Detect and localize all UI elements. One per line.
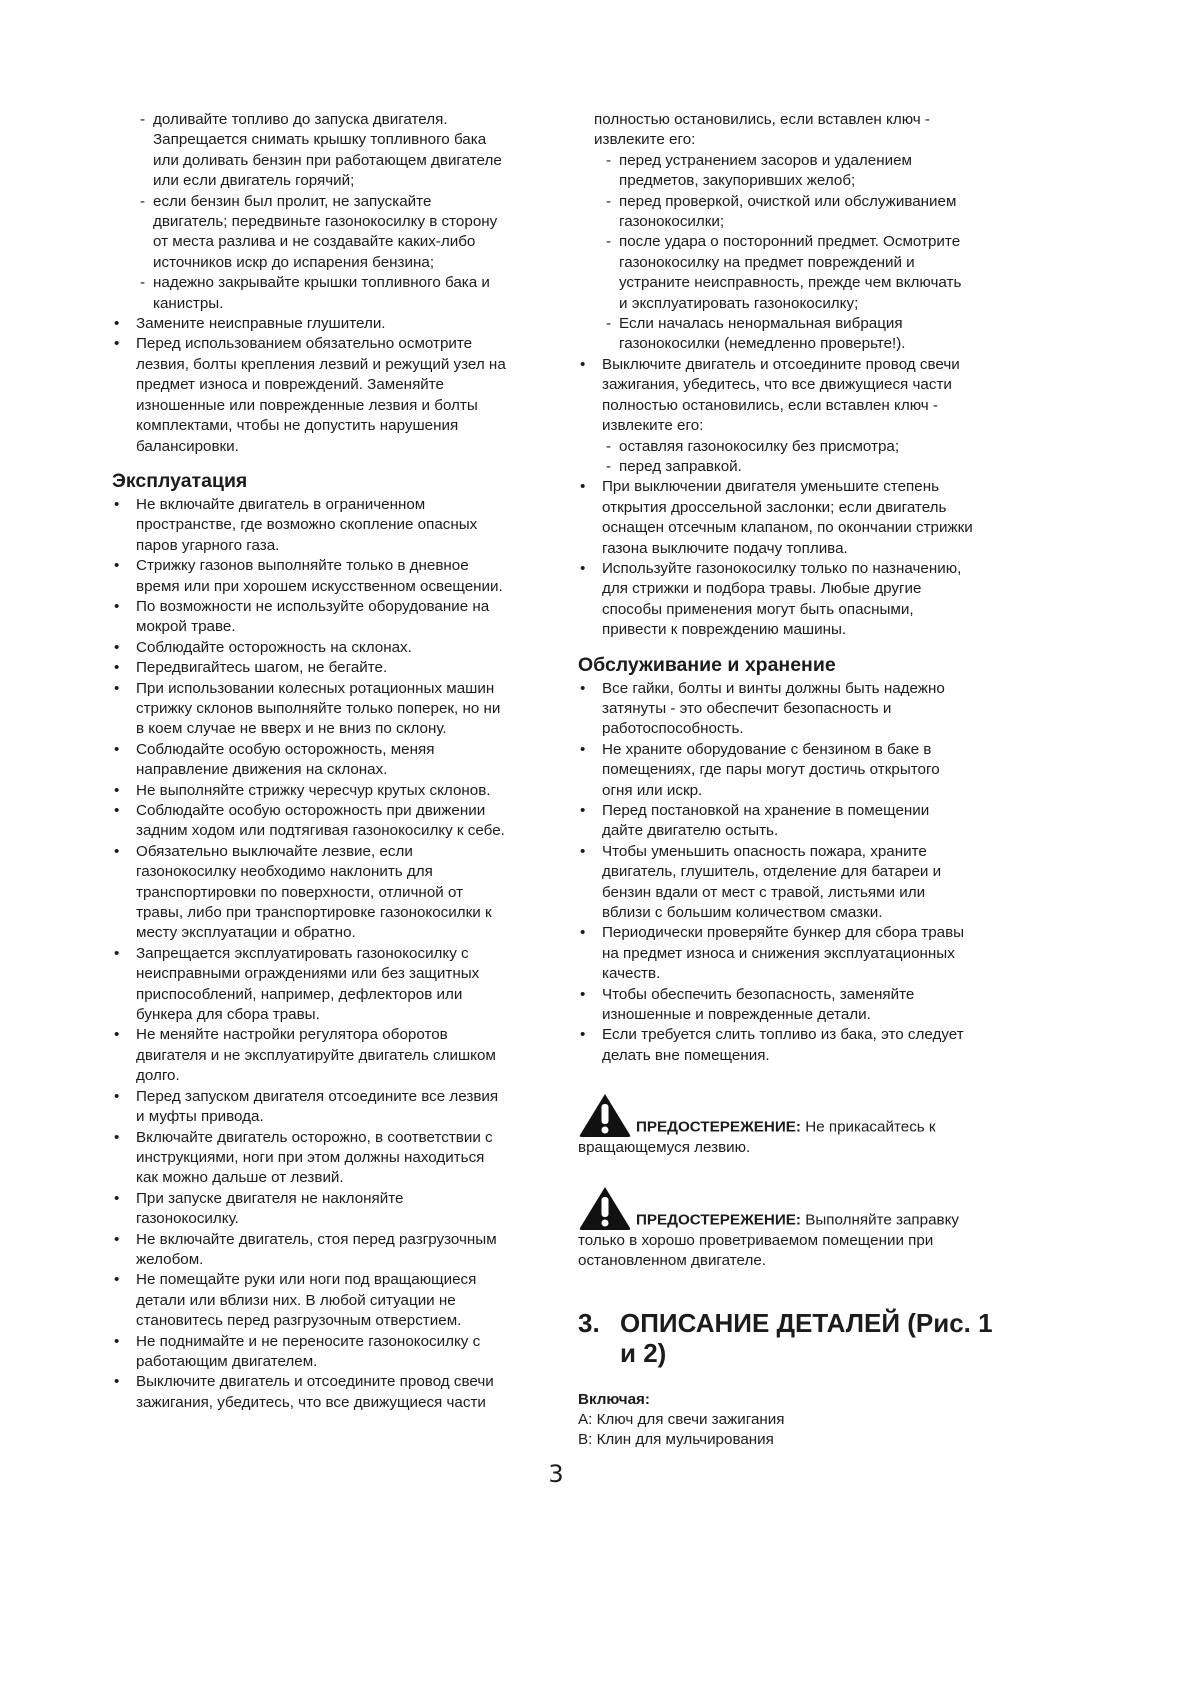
list-item: • Все гайки, болты и винты должны быть надежно затянуты - это обеспечит безопасность и работоспособность. <box>578 679 1008 740</box>
left-column <box>112 110 542 1413</box>
section-heading-maintenance: Обслуживание и хранение <box>578 653 836 676</box>
list-item: • Не включайте двигатель в ограниченном пространстве, где возможно скопление опасных паров угарного газа. <box>112 495 542 556</box>
list-subitem: - если бензин был пролит, не запускайте двигатель; передвиньте газонокосилку в сторону от места разлива и не создавайте каких-либо источников искр до испарения бензина; <box>112 192 542 274</box>
including-item: A: Ключ для свечи зажигания <box>578 1410 785 1428</box>
list-item: • Соблюдайте осторожность на склонах. <box>112 638 542 658</box>
right-column <box>578 110 1008 1451</box>
list-subitem: - перед заправкой. <box>578 457 1008 477</box>
warning-label: ПРЕДОСТЕРЕЖЕНИЕ: <box>636 1118 801 1136</box>
section-title <box>578 1308 1008 1368</box>
list-item: • Не выполняйте стрижку чересчур крутых склонов. <box>112 781 542 801</box>
list-item: • Не меняйте настройки регулятора оборотов двигателя и не эксплуатируйте двигатель слишком долго. <box>112 1025 542 1086</box>
warning-text: Не прикасайтесь к вращающемуся лезвию. <box>578 1118 936 1157</box>
list-item: • Чтобы обеспечить безопасность, заменяйте изношенные и поврежденные детали. <box>578 985 1008 1026</box>
list-item: • Периодически проверяйте бункер для сбора травы на предмет износа и снижения эксплуатационных качеств. <box>578 923 1008 984</box>
page-number: 3 <box>548 1460 564 1488</box>
list-subitem: - после удара о посторонний предмет. Осмотрите газонокосилку на предмет повреждений и устраните неисправность, прежде чем включать и эксплуатировать газонокосилку; <box>578 232 1008 314</box>
list-subitem: - Если началась ненормальная вибрация газонокосилки (немедленно проверьте!). <box>578 314 1008 355</box>
section-title-text: ОПИСАНИЕ ДЕТАЛЕЙ (Рис. 1 и 2) <box>620 1307 993 1368</box>
warning-notice <box>578 1185 1008 1272</box>
list-item: • Стрижку газонов выполняйте только в дневное время или при хорошем искусственном освещении. <box>112 556 542 597</box>
list-item: • По возможности не используйте оборудование на мокрой траве. <box>112 597 542 638</box>
list-item: • Включайте двигатель осторожно, в соответствии с инструкциями, ноги при этом должны находиться как можно дальше от лезвий. <box>112 1128 542 1189</box>
list-item: • При использовании колесных ротационных машин стрижку склонов выполняйте только поперек, но ни в коем случае не вверх и не вниз по склону. <box>112 679 542 740</box>
section-number: 3. <box>578 1307 600 1338</box>
list-item: • Выключите двигатель и отсоедините провод свечи зажигания, убедитесь, что все движущиеся части <box>112 1372 542 1413</box>
list-subitem: - доливайте топливо до запуска двигателя. Запрещается снимать крышку топливного бака или доливать бензин при работающем двигателе или если двигатель горячий; <box>112 110 542 192</box>
list-item: • Перед запуском двигателя отсоедините все лезвия и муфты привода. <box>112 1087 542 1128</box>
list-item: • Запрещается эксплуатировать газонокосилку с неисправными ограждениями или без защитных приспособлений, например, дефлекторов или бункера для сбора травы. <box>112 944 542 1026</box>
warning-text: Выполняйте заправку только в хорошо проветриваемом помещении при остановленном двигателе. <box>578 1211 960 1270</box>
warning-notice <box>578 1092 1008 1158</box>
list-item: • Не поднимайте и не переносите газонокосилку с работающим двигателем. <box>112 1332 542 1373</box>
list-item: • Замените неисправные глушители. <box>112 314 542 334</box>
list-item: • Чтобы уменьшить опасность пожара, храните двигатель, глушитель, отделение для батареи и бензин вдали от мест с травой, листьями или вблизи с большим количеством смазки. <box>578 842 1008 924</box>
warning-triangle-icon <box>578 1092 632 1138</box>
section-heading-operation: Эксплуатация <box>112 469 248 492</box>
list-item: • Если требуется слить топливо из бака, это следует делать вне помещения. <box>578 1025 1008 1066</box>
list-item: • Используйте газонокосилку только по назначению, для стрижки и подбора травы. Любые другие способы применения могут быть опасными, привести к повреждению машины. <box>578 559 1008 641</box>
list-item: • Соблюдайте особую осторожность, меняя направление движения на склонах. <box>112 740 542 781</box>
list-subitem: - оставляя газонокосилку без присмотра; <box>578 437 1008 457</box>
list-item: • Перед использованием обязательно осмотрите лезвия, болты крепления лезвий и режущий узел на предмет износа и повреждений. Заменяйте изношенные или поврежденные лезвия и болты комплектами, чтобы не допустить нарушения балансировки. <box>112 334 542 456</box>
list-item: • Соблюдайте особую осторожность при движении задним ходом или подтягивая газонокосилку к себе. <box>112 801 542 842</box>
list-subitem: - надежно закрывайте крышки топливного бака и канистры. <box>112 273 542 314</box>
warning-triangle-icon <box>578 1185 632 1231</box>
list-item: • Передвигайтесь шагом, не бегайте. <box>112 658 542 678</box>
including-item: B: Клин для мульчирования <box>578 1431 774 1449</box>
continuation-text: полностью остановились, если вставлен ключ - извлеките его: <box>594 111 930 149</box>
list-item: • Обязательно выключайте лезвие, если газонокосилку необходимо наклонить для транспортировки по поверхности, отличной от травы, либо при транспортировке газонокосилки к месту эксплуатации и обратно. <box>112 842 542 944</box>
warning-label: ПРЕДОСТЕРЕЖЕНИЕ: <box>636 1211 801 1229</box>
list-item: • Не храните оборудование с бензином в баке в помещениях, где пары могут достичь открытого огня или искр. <box>578 740 1008 801</box>
list-item: • Не включайте двигатель, стоя перед разгрузочным желобом. <box>112 1230 542 1271</box>
list-item: • Выключите двигатель и отсоедините провод свечи зажигания, убедитесь, что все движущиеся части полностью остановились, если вставлен ключ - извлеките его: <box>578 355 1008 437</box>
including-label: Включая: <box>578 1390 650 1408</box>
list-item: • При запуске двигателя не наклоняйте газонокосилку. <box>112 1189 542 1230</box>
list-item: • Перед постановкой на хранение в помещении дайте двигателю остыть. <box>578 801 1008 842</box>
list-item: • Не помещайте руки или ноги под вращающиеся детали или вблизи них. В любой ситуации не становитесь перед разгрузочным отверстием. <box>112 1270 542 1331</box>
list-subitem: - перед проверкой, очисткой или обслуживанием газонокосилки; <box>578 192 1008 233</box>
list-item: • При выключении двигателя уменьшите степень открытия дроссельной заслонки; если двигатель оснащен отсечным клапаном, по окончании стрижки газона выключите подачу топлива. <box>578 477 1008 559</box>
list-subitem: - перед устранением засоров и удалением предметов, закупоривших желоб; <box>578 151 1008 192</box>
